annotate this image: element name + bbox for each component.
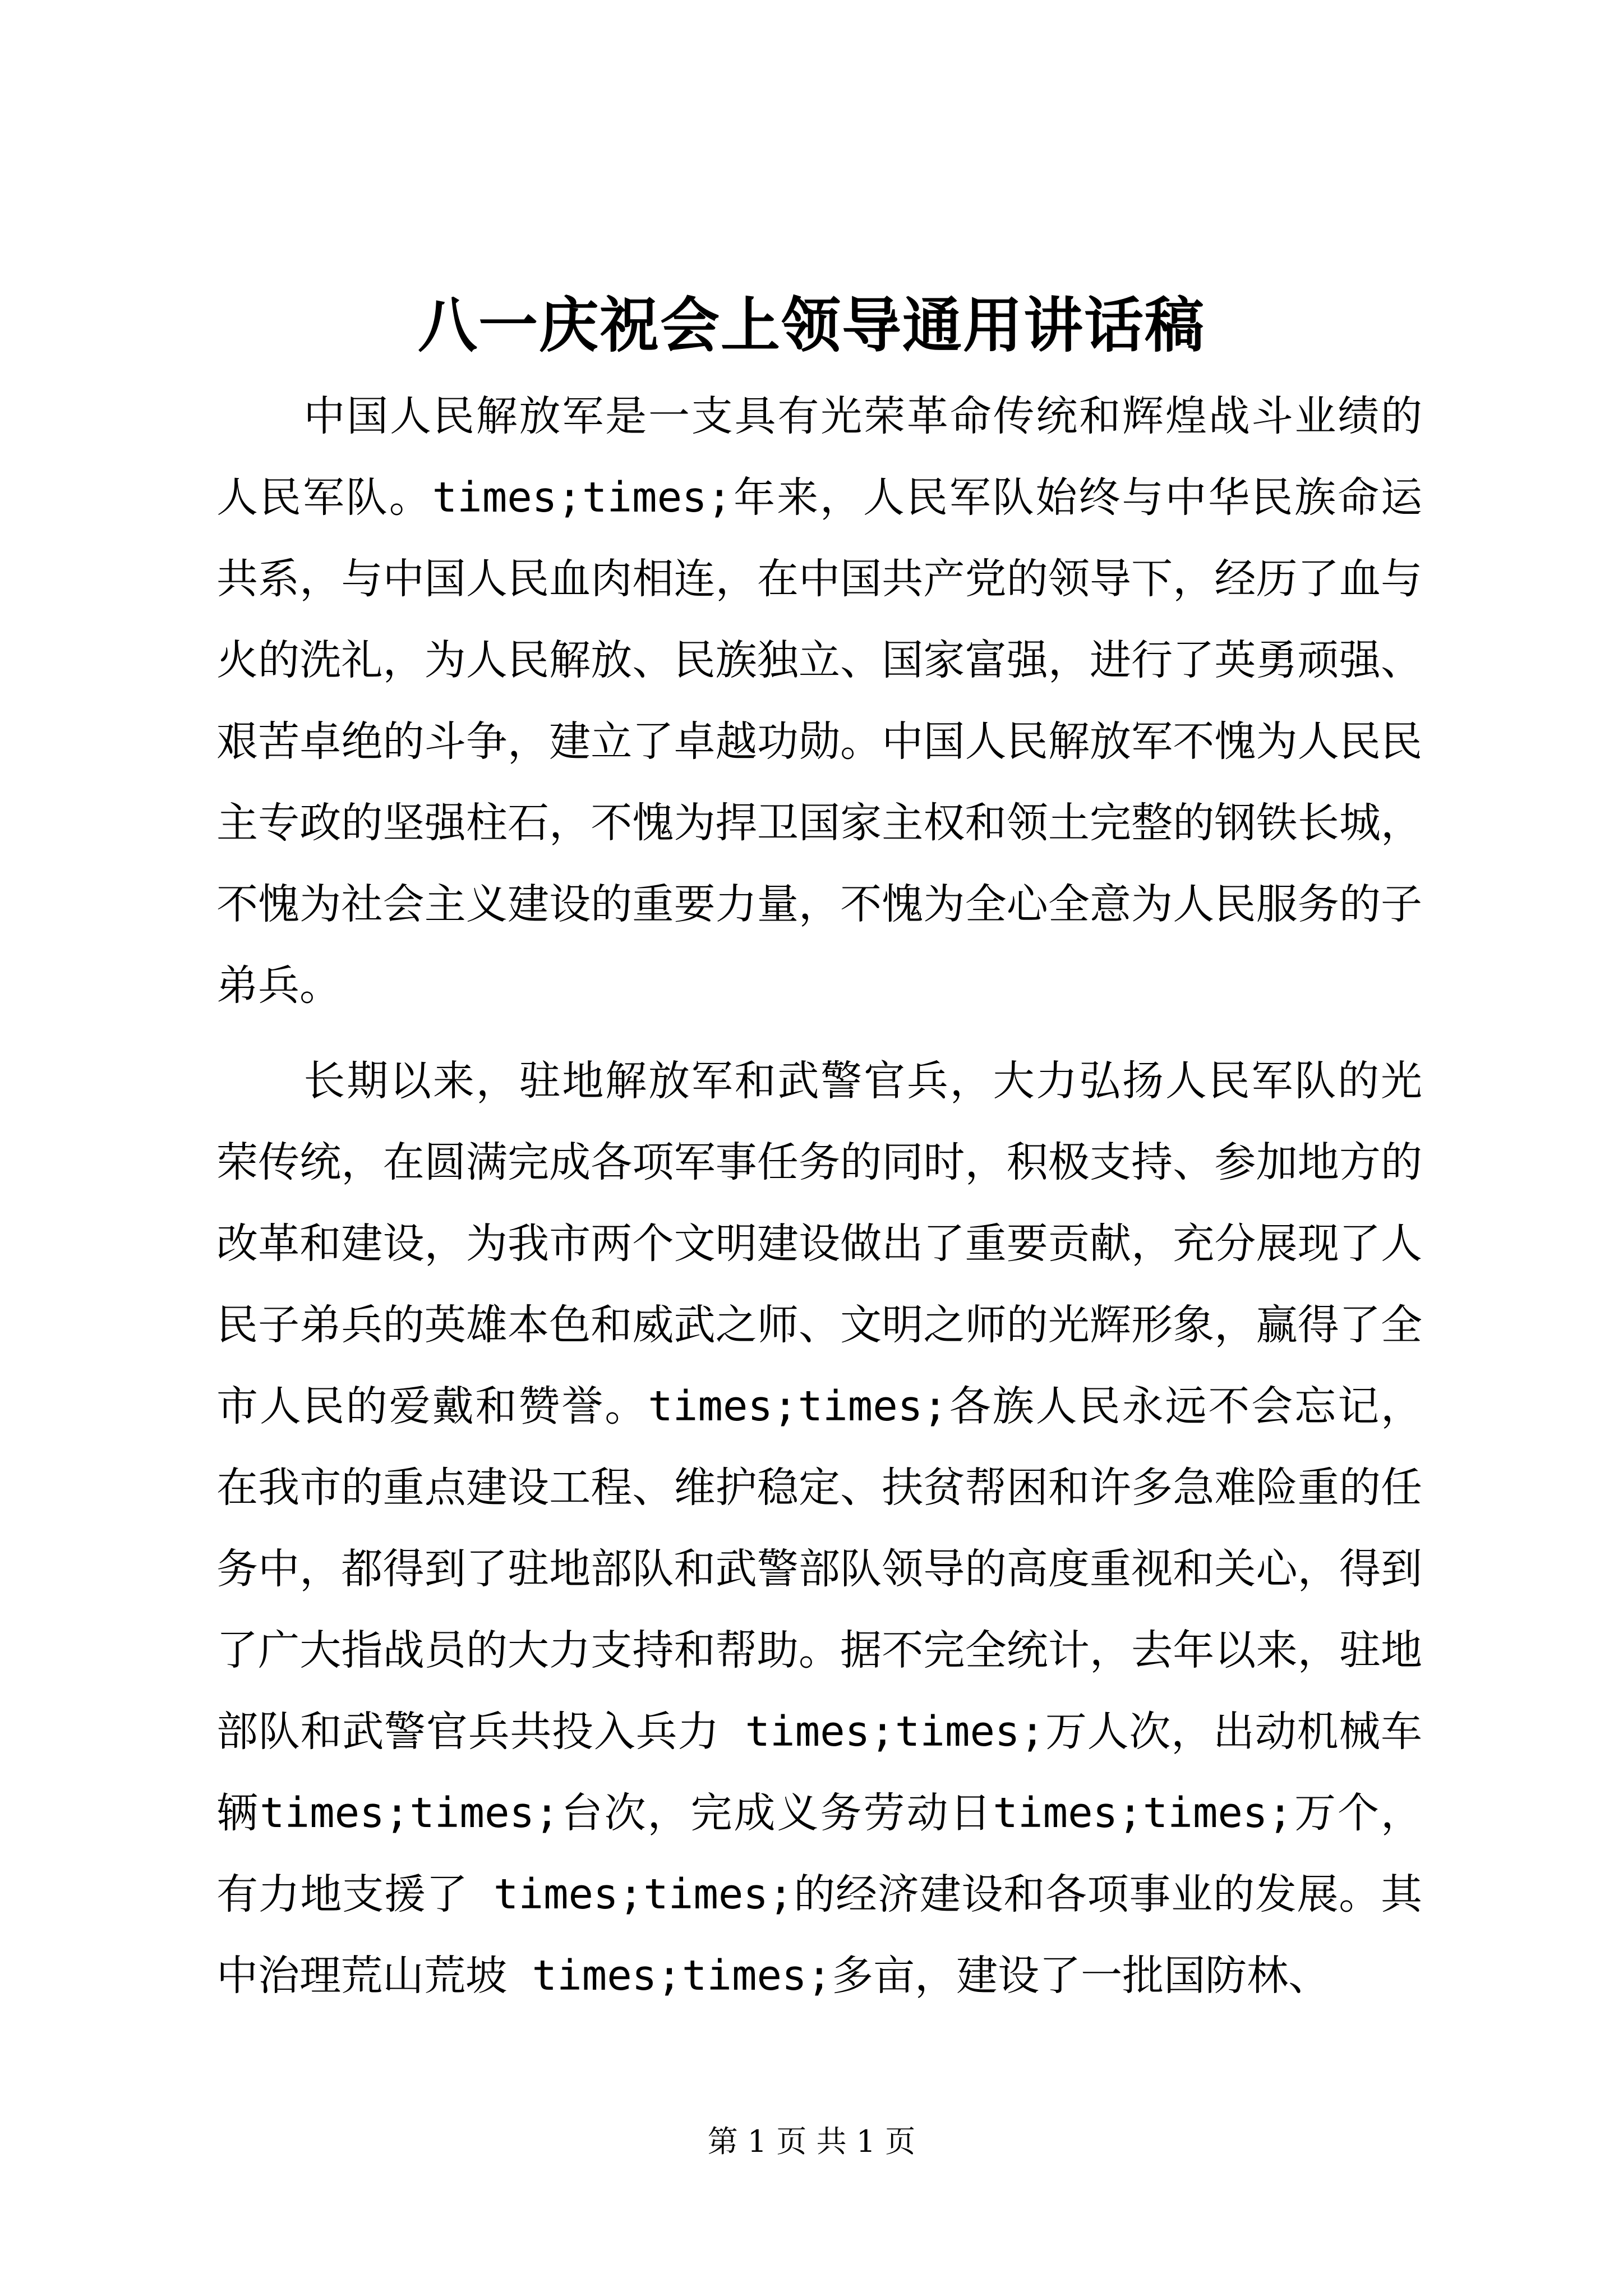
paragraph: 中国人民解放军是一支具有光荣革命传统和辉煌战斗业绩的人民军队。times;times;年来，人民军队始终与中华民族命运共系，与中国人民血肉相连，在中国共产党的领导下，经历了血与火的洗礼，为人民解放、民族独立、国家富强，进行了英勇顽强、艰苦卓绝的斗争，建立了卓越功勋。中国人民解放军不愧为人民民主专政的坚强柱石，不愧为捍卫国家主权和领土完整的钢铁长城，不愧为社会主义建设的重要力量，不愧为全心全意为人民服务的子弟兵。 [216, 392, 1422, 1010]
page-footer: 第 1 页 共 1 页 [707, 2124, 916, 2159]
document-title: 八一庆祝会上领导通用讲话稿 [418, 290, 1205, 360]
document-body [216, 376, 1422, 2017]
paragraph: 长期以来，驻地解放军和武警官兵，大力弘扬人民军队的光荣传统，在圆满完成各项军事任务的同时，积极支持、参加地方的改革和建设，为我市两个文明建设做出了重要贡献，充分展现了人民子弟兵的英雄本色和威武之师、文明之师的光辉形象，赢得了全市人民的爱戴和赞誉。times;times;各族人民永远不会忘记，在我市的重点建设工程、维护稳定、扶贫帮困和许多急难险重的任务中，都得到了驻地部队和武警部队领导的高度重视和关心，得到了广大指战员的大力支持和帮助。据不完全统计，去年以来，驻地部队和武警官兵共投入兵力 times;times;万人次，出动机械车辆times;times;台次，完成义务劳动日times;times;万个，有力地支援了 times;times;的经济建设和各项事业的发展。其中治理荒山荒坡 times;times;多亩，建设了一批国防林、 [216, 1057, 1422, 2000]
